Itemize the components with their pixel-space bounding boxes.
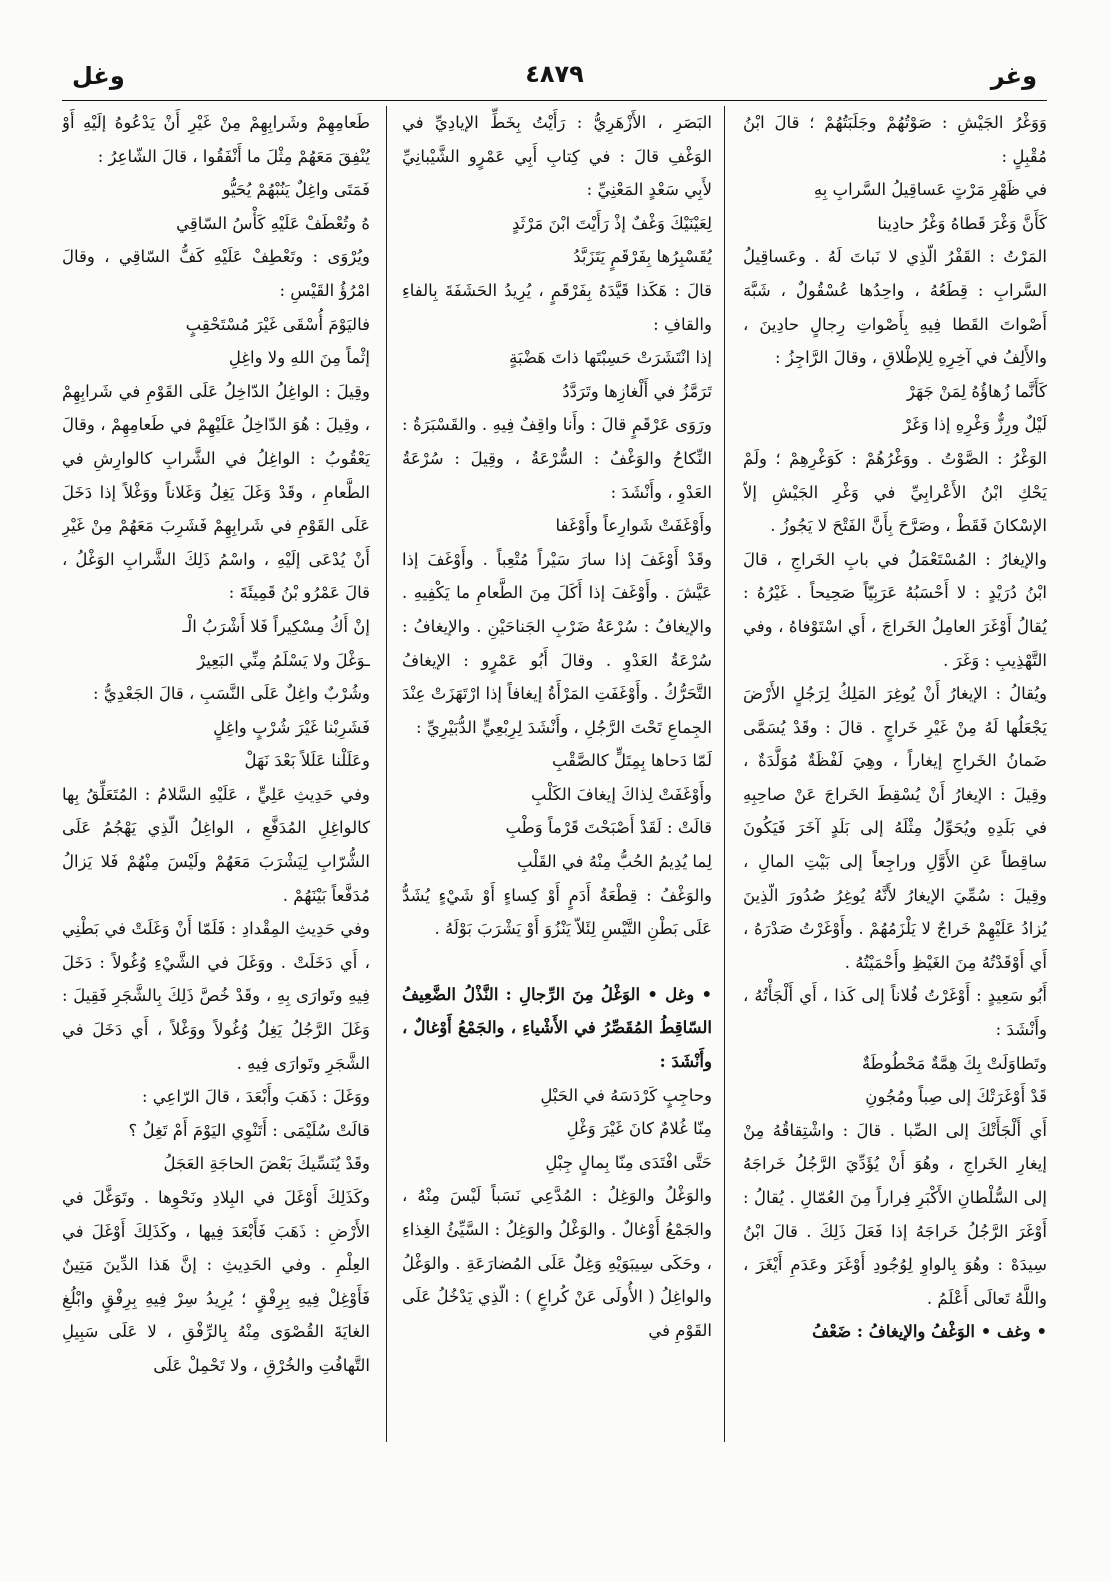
paragraph: وقَدْ أَوْغَفَ إذا سارَ سَيْراً مُتْعِباً . وأَوْغَفَ إذا عَيَّشَ . وأَوْغَفَ إذا أَكَلَ مِنَ الطَّعامِ ما يَكْفِيهِ . والإيغافُ : سُرْعَةُ ضَرْبِ الجَناحَيْنِ . والإيغافُ : سُرْعَةُ العَدْوِ . وقالَ أَبُو عَمْرٍو : الإيغافُ التَّحَرُّكُ . وأَوْغَفَتِ المَرْأَةُ إيغافاً إذا ارْتَهَزَتْ عِنْدَ الجِماعِ تَحْتَ الرَّجُلِ ، وأَنْشَدَ لِرِبْعِيٍّ الدُّبَيْرِيِّ : xyxy=(402,549,712,737)
verse-line: هُ وتُعْطَفْ عَلَيْهِ كَأْسُ السّاقِي xyxy=(176,213,370,233)
column-middle xyxy=(402,106,712,1442)
verse-line: لَمّا دَحاها بِمِتَلٍّ كالصَّقْبِ xyxy=(551,751,712,771)
paragraph: ويُقالُ : الإيغارُ أَنْ يُوغِرَ المَلِكُ لِرَجُلٍ الأَرْضَ يَجْعَلُها لَهُ مِنْ غَيْرِ خَراجٍ . قالَ : وقَدْ يُسَمَّى ضَمانُ الخَراجِ إيغاراً ، وهِيَ لَفْظَةٌ مُوَلَّدَةٌ ، وقِيلَ : الإيغارُ أَنْ يُسْقِطَ الخَراجَ عَنْ صاحِبِهِ في بَلَدِهِ ويُحَوِّلُ مِثْلَهُ إلى بَلَدٍ آخَرَ فَيَكُونَ ساقِطاً عَنِ الأَوَّلِ وراجِعاً إلى بَيْتِ المالِ ، وقِيلَ : سُمِّيَ الإيغارُ لأَنَّهُ يُوغِرُ صُدُورَ الّذِينَ يُزادُ عَلَيْهِمْ خَراجٌ لا يَلْزَمُهُمْ . وأَوْغَرْتُ صَدْرَهُ ، أَي أَوْقَدْتُهُ مِنَ الغَيْظِ وأَحْمَيْتُهُ . xyxy=(743,684,1047,972)
verse-line: وتَطاوَلَتْ بِكَ هِمَّةٌ مَحْطُوطَةٌ xyxy=(861,1053,1047,1073)
verse-line: لِما يُدِيمُ الحُبُّ مِنْهُ في القَلْبِ xyxy=(516,852,712,872)
verse-line: فاليَوْمَ أُسْقَى غَيْرَ مُسْتَحْقِبٍ xyxy=(185,314,370,334)
verse-line: حَتَّى افْتَدَى مِنّا بِمالٍ جِبْلِ xyxy=(545,1152,712,1172)
paragraph: والوَغْفُ : قِطْعَةُ أَدَمٍ أَوْ كِساءٍ أَوْ شَيْءٍ يُشَدُّ عَلَى بَطْنِ التَّيْسِ لِئَلاّ يَنْزُوَ أَوْ يَشْرَبَ بَوْلَهُ . xyxy=(402,885,712,939)
verse-line: لَيْلٌ ورِزٌّ وَغْرِهِ إذا وَغَرْ xyxy=(903,415,1047,435)
paragraph: وَوَغْرُ الجَيْشِ : صَوْتُهُمْ وجَلَبَتُهُمْ ؛ قالَ ابْنُ مُقْبِلٍ : xyxy=(743,113,1047,166)
paragraph: ويُرْوَى : وتَعْطِفْ عَلَيْهِ كَفُّ السّاقِي ، وقالَ امْرُؤُ القَيْسِ : xyxy=(62,247,370,300)
verse-line: كَأَنَّ وَغْرَ قَطاهُ وَغْرُ حادِينا xyxy=(877,213,1047,233)
verse-line: وقَدْ يُنَسِّيكَ بَعْضَ الحاجَةِ العَجَلُ xyxy=(163,1154,370,1174)
paragraph: أَبُو سَعِيدٍ : أَوْغَرْتُ فُلاناً إلى كَذا ، أَي أَلْجَأْتُهُ ، وأَنْشَدَ : xyxy=(743,986,1047,1040)
verse-line: فَمَتَى واغِلٌ يَنُبْهُمْ يُحَيُّو xyxy=(222,180,370,200)
spacer xyxy=(402,946,712,978)
paragraph: والإيغارُ : المُسْتَعْمَلُ في بابِ الخَراجِ ، قالَ ابْنُ دُرَيْدٍ : لا أَحْسَبُهُ عَرَبِيّاً صَحِيحاً . غَيْرُهُ : يُقالُ أَوْغَرَ العامِلُ الخَراجَ ، أَي اسْتَوْفاهُ ، وفي التَّهْذِيبِ : وَغَرَ . xyxy=(743,549,1047,670)
paragraph: المَرْتُ : القَفْرُ الّذِي لا نَباتَ لَهُ . وعَساقِيلُ السَّرابِ : قِطَعُهُ ، واحِدُها عُسْقُولٌ ، شَبَّهَ أَصْواتَ القَطا فِيهِ بِأَصْواتِ رِجالٍ حادِينَ ، والأَلِفُ في آخِرِهِ لِلإطْلاقِ ، وقالَ الرَّاجِزُ : xyxy=(743,247,1047,368)
paragraph: طَعامِهِمْ وشَرابِهِمْ مِنْ غَيْرِ أَنْ يَدْعُوهُ إلَيْهِ أَوْ يُنْفِقَ مَعَهُمْ مِثْلَ ما أَنْفَقُوا ، قالَ الشّاعِرُ : xyxy=(62,113,370,166)
verse-line: كَأَنَّما زُهاؤُهُ لِمَنْ جَهَرْ xyxy=(906,381,1047,401)
paragraph: أَي أَلْجَأَتْكَ إلى الصِّبا . قالَ : واشْتِقاقُهُ مِنْ إيغارِ الخَراجِ ، وهُوَ أَنْ يُؤَدِّيَ الرَّجُلُ خَراجَهُ إلى السُّلْطانِ الأَكْبَرِ فِراراً مِنَ العُمّالِ . يُقالُ : أَوْغَرَ الرَّجُلُ خَراجَهُ إذا فَعَلَ ذَلِكَ . قالَ ابْنُ سِيدَهْ : وهُوَ بِالواوِ لِوُجُودِ أَوْغَرَ وعَدَمِ أَيْغَرَ ، واللَّهُ تَعالَى أَعْلَمُ . xyxy=(743,1120,1047,1308)
entry-heading: • وغل • الوَغْلُ مِنَ الرِّجالِ : النَّذْلُ الضَّعِيفُ السّاقِطُ المُقَصِّرُ في الأَشْياءِ ، والجَمْعُ أَوْغالٌ ، وأَنْشَدَ : xyxy=(402,984,712,1072)
paragraph: وشُرْبٌ واغِلٌ عَلَى النَّسَبِ ، قالَ الجَعْدِيُّ : xyxy=(93,684,370,704)
verse-line: ـوَغْلَ ولا يَسْلَمُ مِنِّي البَعِيرْ xyxy=(197,650,370,670)
running-head-left: وغل xyxy=(72,62,125,90)
column-left xyxy=(62,106,370,1442)
column-right xyxy=(743,106,1047,1442)
verse-line: لِعَيْنَيْكَ وَغْفٌ إذْ رَأَيْتَ ابْنَ مَرْثَدٍ xyxy=(512,213,712,233)
verse-line: قالَتْ سُلَيْمَى : أَتَنْوِي اليَوْمَ أَمْ تَغِلُ ؟ xyxy=(128,1120,370,1140)
column-divider xyxy=(386,106,387,1442)
paragraph: وفي حَدِيثِ المِقْدادِ : فَلَمّا أَنْ وَغَلَتْ في بَطْنِي ، أَي دَخَلَتْ . ووَغَلَ في الشَّيْءِ وُغُولاً : دَخَلَ فِيهِ وتَوارَى بِهِ ، وقَدْ خُصَّ ذَلِكَ بِالشَّجَرِ فَقِيلَ : وَغَلَ الرَّجُلُ يَغِلُ وُغُولاً ووَغْلاً ، أَي دَخَلَ في الشَّجَرِ وتَوارَى فِيهِ . xyxy=(62,919,370,1073)
paragraph: ورَوَى عَرْقَمٍ قالَ : وأَنا واقِفٌ فِيهِ . والقَسْبَرَةُ : النِّكاحُ والوَغْفُ : السُّرْعَةُ ، وقِيلَ : سُرْعَةُ العَدْوِ ، وأَنْشَدَ : xyxy=(402,415,712,502)
verse-line: قالَتْ : لَقَدْ أَصْبَحْتَ قَرْماً وَطْبِ xyxy=(505,818,712,838)
paragraph: وقِيلَ : الواغِلُ الدّاخِلُ عَلَى القَوْمِ في شَرابِهِمْ ، وقِيلَ : هُوَ الدّاخِلُ عَلَيْهِمْ في طَعامِهِمْ ، وقالَ يَعْقُوبُ : الواغِلُ في الشَّرابِ كالوارِشِ في الطَّعامِ ، وقَدْ وَغَلَ يَغِلُ وَغَلاناً ووَغْلاً إذا دَخَلَ عَلَى القَوْمِ في شَرابِهِمْ فَشَرِبَ مَعَهُمْ مِنْ غَيْرِ أَنْ يُدْعَى إلَيْهِ ، واسْمُ ذَلِكَ الشَّرابِ الوَغْلُ ، قالَ عَمْرُو بْنُ قَمِيئَةَ : xyxy=(62,381,370,603)
verse-line: فَشَرِبْنا غَيْرَ شُرْبٍ واغِلٍ xyxy=(213,717,370,737)
paragraph: ووَغَلَ : ذَهَبَ وأَبْعَدَ ، قالَ الرّاعِي : xyxy=(141,1087,370,1107)
page-header xyxy=(62,60,1047,101)
paragraph: وفي حَدِيثِ عَلِيٍّ ، عَلَيْهِ السَّلامُ : المُتَعَلِّقُ بِها كالواغِلِ المُدَفَّعِ ، الواغِلُ الّذِي يَهْجُمُ عَلَى الشُّرّابِ لِيَشْرَبَ مَعَهُمْ ولَيْسَ مِنْهُمْ فَلا يَزالُ مُدَفَّعاً بَيْنَهُمْ . xyxy=(62,784,370,905)
entry-heading: • وغف • الوَغْفُ والإيغافُ : ضَعْفُ xyxy=(812,1322,1047,1342)
paragraph: البَصَرِ ، الأَزْهَرِيُّ : رَأَيْتُ بِخَطِّ الإيادِيِّ في الوَغْفِ قالَ : في كِتابِ أَبِي عَمْرٍو الشَّيْبانِيِّ لأَبِي سَعْدٍ المَعْنِيِّ : xyxy=(402,113,712,200)
verse-line: وأَوْغَفَتْ لِذاكَ إيغافَ الكَلْبِ xyxy=(531,784,712,804)
verse-line: إنْ أَكُ مِسْكِيراً فَلا أَشْرَبُ الْـ xyxy=(182,616,370,636)
verse-line: وعَلَلْنا عَلَلاً بَعْدَ نَهَلْ xyxy=(244,751,370,771)
column-divider xyxy=(724,106,725,1442)
verse-line: مِنّا غُلامٌ كانَ غَيْرَ وَغْلِ xyxy=(566,1119,712,1139)
verse-line: تَرَمَّزُ في أَلْغازِها وتَرَدَّدُ xyxy=(562,381,712,401)
paragraph: والوَغْلُ والوَغِلُ : المُدَّعِي نَسَباً لَيْسَ مِنْهُ ، والجَمْعُ أَوْغالٌ . والوَغْلُ والوَغِلُ : السَّيِّئُ الغِذاءِ ، وحَكَى سِيبَوَيْهِ وَغِلٌ عَلَى المُضارَعَةِ . والوَغْلُ والواغِلُ ( الأُولَى عَنْ كُراعٍ ) : الّذِي يَدْخُلُ عَلَى القَوْمِ في xyxy=(402,1186,712,1340)
verse-line: وأَوْغَفَتْ شَوارِعاً وأَوْغَفا xyxy=(555,516,712,536)
paragraph: قالَ : هَكَذا قَيَّدَهُ بِفَرْقَمٍ ، يُرِيدُ الحَشَفَةَ بِالفاءِ والقافِ : xyxy=(402,280,712,334)
page-number: ٤٨٧٩ xyxy=(525,60,584,88)
paragraph: وكَذَلِكَ أَوْغَلَ في البِلادِ ونَحْوِها . وتَوَغَّلَ في الأَرْضِ : ذَهَبَ فَأَبْعَدَ فِيها ، وكَذَلِكَ أَوْغَلَ في العِلْمِ . وفي الحَدِيثِ : إنَّ هَذا الدِّينَ مَتِينٌ فَأَوْغِلْ فِيهِ بِرِفْقٍ ؛ يُرِيدُ سِرْ فِيهِ بِرِفْقٍ وابْلُغِ الغايَةَ القُصْوَى مِنْهُ بِالرِّفْقِ ، لا عَلَى سَبِيلِ التَّهافُتِ والخُرْقِ ، ولا تَحْمِلْ عَلَى xyxy=(62,1188,370,1375)
verse-line: إذا انْتَشَرَتْ حَسِبْتَها ذاتَ هَضْبَةٍ xyxy=(509,348,712,368)
verse-line: في ظَهْرِ مَرْتٍ عَساقِيلُ السَّرابِ بِهِ xyxy=(813,180,1047,200)
verse-line: قَدْ أَوْغَرَتْكَ إلى صِباً ومُجُونِ xyxy=(865,1087,1047,1107)
verse-line: يُقَسْبِرُها بِفَرْقَمٍ يَتَزَبَّدُ xyxy=(573,247,712,267)
verse-line: إثْماً مِنَ اللهِ ولا واغِلِ xyxy=(228,348,370,368)
paragraph: الوَغْرُ : الصَّوْتُ . ووَغْرُهُمْ : كَوَغْرِهِمْ ؛ ولَمْ يَحْكِ ابْنُ الأَعْرابِيِّ في وَغْرِ الجَيْشِ إلاّ الإسْكانَ فَقَطْ ، وصَرَّحَ بِأَنَّ الفَتْحَ لا يَجُوزُ . xyxy=(743,448,1047,536)
running-head-right: وغر xyxy=(990,62,1037,90)
verse-line: وحاجِبٍ كَرْدَسَهُ في الحَبْلِ xyxy=(540,1085,712,1105)
